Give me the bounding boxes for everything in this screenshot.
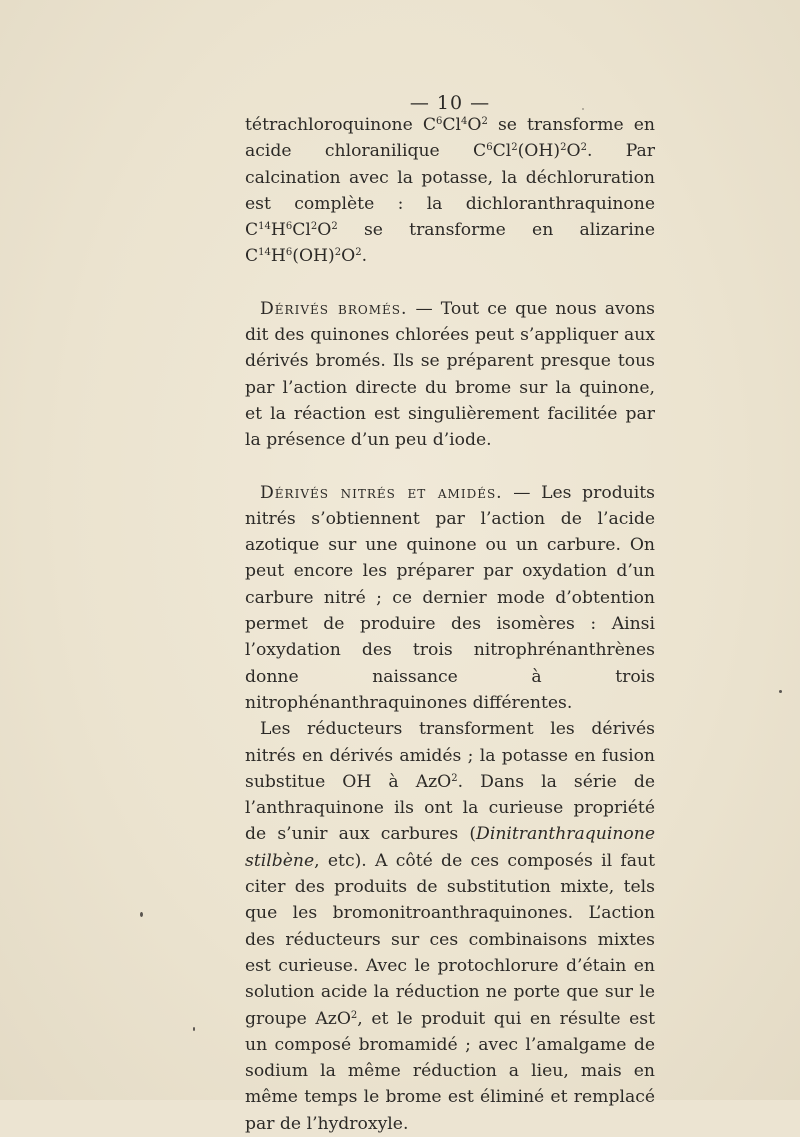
- text-run: . Par calcination avec la potasse, la déchloruration est complète : la dichloranthraquinone C: [245, 141, 655, 241]
- paper-speck: [779, 690, 782, 693]
- italic-term: Dinitranthraquinone stilbène: [245, 824, 655, 871]
- superscript: 2: [560, 142, 567, 154]
- body-text: [245, 112, 655, 1137]
- paper-speck: [140, 912, 143, 917]
- text-run: , et le produit qui en résulte est un composé bromamidé ; avec l’amalgame de sodium la même réduction a lieu, mais en même temps le brome est éliminé et remplacé par de l’hydroxyle.: [245, 1008, 655, 1134]
- text-run: O: [317, 220, 332, 241]
- superscript: 2: [511, 142, 518, 154]
- paragraph-bromine-derivatives: [245, 296, 655, 454]
- superscript: 6: [285, 221, 293, 233]
- text-run: Cl: [442, 115, 462, 135]
- paragraph-chloranilic: [245, 112, 655, 270]
- text-run: — Les produits nitrés s’obtiennent par l’action de l’acide azotique sur une quinone ou un carbure. On peut encore les préparer par oxydation d’un carbure nitré ; ce dernier mode d’obtention permet de produire des isomères : Ainsi l’oxydation des trois nitrophrénanthrènes donne naissance à trois nitrophénanthraquinones différentes.: [245, 482, 655, 713]
- paragraph-nitro-amido-derivatives: [245, 480, 655, 717]
- text-run: se transforme en alizarine C: [245, 220, 655, 267]
- paper-speck: [193, 1027, 195, 1031]
- text-run: — Tout ce que nous avons dit des quinones chlorées peut s’appliquer aux dérivés bromés. Ils se préparent presque tous par l’action directe du brome sur la quinone, et la réaction est singulièrement facilitée par la présence d’un peu d’iode.: [245, 298, 655, 451]
- text-run: tétrachloroquinone C: [245, 115, 437, 135]
- text-run: Cl: [492, 141, 512, 162]
- section-heading: Dérivés bromés.: [260, 298, 408, 319]
- superscript: 2: [331, 221, 338, 233]
- superscript: 2: [310, 221, 318, 233]
- section-heading: Dérivés nitrés et amidés.: [260, 482, 503, 503]
- superscript: 2: [350, 1009, 358, 1021]
- superscript: 14: [258, 221, 271, 233]
- superscript: 6: [436, 116, 443, 127]
- paper-speck: [582, 108, 584, 110]
- superscript: 2: [580, 142, 587, 154]
- superscript: 2: [355, 247, 362, 259]
- paragraph-reducers: [245, 716, 655, 1137]
- superscript: 2: [481, 116, 488, 127]
- text-run: . Dans la série de l’anthraquinone ils ont la curieuse propriété de s’unir aux carbures (: [245, 771, 655, 845]
- text-run: O: [341, 246, 356, 267]
- superscript: 6: [285, 247, 293, 259]
- text-run: (OH): [517, 141, 561, 162]
- text-run: H: [270, 246, 286, 267]
- text-run: Cl: [292, 220, 311, 241]
- text-run: (OH): [292, 246, 335, 267]
- superscript: 4: [461, 116, 468, 127]
- text-run: H: [270, 220, 286, 241]
- text-run: , etc). A côté de ces composés il faut citer des produits de substitution mixte, tels que les bromonitroanthraquinones. L’action des réducteurs sur ces combinaisons mixtes est curieuse. Avec le protochlorure d’étain en solution acide la réduction ne porte que sur le groupe AzO: [245, 850, 655, 1029]
- text-run: se transforme en acide chloranilique C: [245, 115, 655, 162]
- text-run: Les réducteurs transforment les dérivés nitrés en dérivés amidés ; la potasse en fusion substitue OH à AzO: [245, 719, 655, 792]
- page-number: — 10 —: [409, 92, 491, 114]
- superscript: 6: [486, 142, 493, 154]
- superscript: 2: [451, 772, 458, 784]
- superscript: 2: [334, 247, 342, 259]
- text-run: O: [467, 115, 482, 135]
- superscript: 14: [258, 247, 271, 259]
- text-run: .: [361, 246, 368, 267]
- text-run: O: [566, 141, 581, 162]
